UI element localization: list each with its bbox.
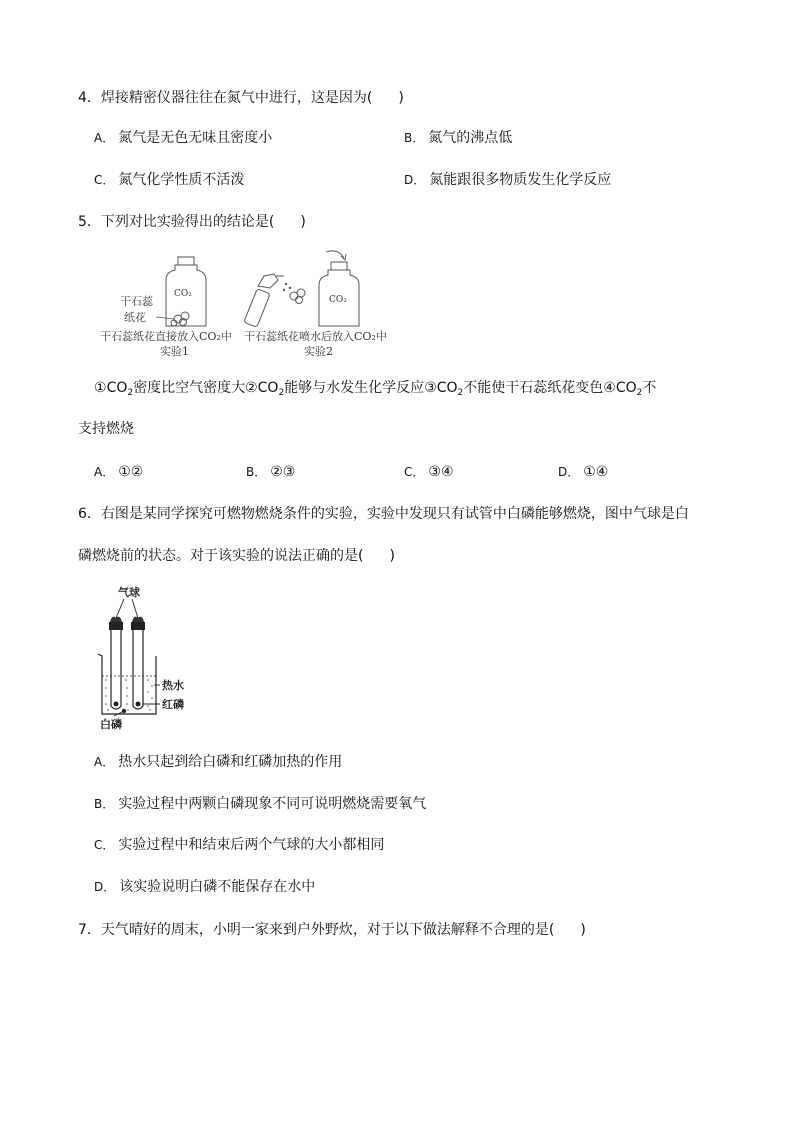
question-5-text: 5．下列对比实验得出的结论是( [78, 214, 275, 230]
co2-text: CO [436, 380, 458, 396]
option-letter: B． [404, 131, 425, 145]
white-phosphorus-label: 白磷 [100, 718, 122, 731]
q4-option-b[interactable] [404, 129, 512, 147]
q6-option-d[interactable] [94, 878, 315, 896]
q6-option-b[interactable] [94, 795, 426, 813]
q5-statements-line2: 支持燃烧 [78, 421, 134, 437]
co2-text: CO [257, 380, 279, 396]
option-text: 该实验说明白磷不能保存在水中 [119, 879, 316, 895]
option-letter: D． [404, 173, 426, 187]
hot-water-label: 热水 [162, 679, 184, 692]
exp2-name: 实验2 [304, 345, 333, 358]
option-text: ①② [118, 464, 144, 480]
balloon-leader-left [116, 599, 124, 618]
exp1-caption: 干石蕊纸花直接放入CO₂中 [100, 330, 232, 343]
exp2-bottle [319, 262, 359, 326]
combustion-condition-figure [94, 582, 206, 734]
question-6-close-paren: ) [389, 548, 395, 564]
exp2-caption: 干石蕊纸花喷水后放入CO₂中 [244, 330, 387, 343]
option-text: 氮气化学性质不活泼 [118, 172, 245, 188]
red-phosphorus-label: 红磷 [162, 698, 184, 711]
q5-option-b[interactable] [246, 463, 295, 481]
question-6-stem-line2 [78, 547, 395, 565]
wet-paper-flower-icon [290, 289, 305, 304]
question-5-close-paren: ) [300, 214, 306, 230]
option-letter: B． [94, 797, 115, 811]
exp1-bottle [166, 257, 206, 326]
option-letter: C． [404, 465, 425, 479]
white-phosphorus-in-tube [114, 702, 119, 707]
statement-1-text: 密度比空气密度大 [133, 380, 246, 396]
statement-4-number: ④ [603, 380, 616, 396]
q6-option-c[interactable] [94, 836, 384, 854]
exp1-label-leader [156, 317, 174, 319]
red-phosphorus-in-tube [136, 702, 141, 707]
co2-subscript: 2 [457, 388, 464, 398]
question-4-text: 4．焊接精密仪器往往在氮气中进行，这是因为( [78, 90, 373, 106]
q6-option-a[interactable] [94, 753, 342, 771]
option-letter: D． [94, 880, 116, 894]
co2-text: CO [615, 380, 637, 396]
right-stopper [131, 622, 145, 630]
statement-3-text: 不能使干石蕊纸花变色 [463, 380, 604, 396]
left-stopper [109, 622, 123, 630]
spray-droplets-icon [283, 283, 291, 291]
q5-option-a[interactable] [94, 463, 143, 481]
question-4-stem [78, 89, 404, 107]
q4-option-c[interactable] [94, 171, 244, 189]
option-text: ②③ [270, 464, 296, 480]
spray-bottle-icon [244, 274, 284, 327]
statement-4-text: 不 [642, 380, 657, 396]
exp1-bottle-label: CO₂ [174, 289, 192, 299]
q4-option-d[interactable] [404, 171, 611, 189]
option-letter: A． [94, 755, 115, 769]
co2-subscript: 2 [127, 388, 134, 398]
option-letter: B． [246, 465, 267, 479]
co2-subscript: 2 [278, 388, 285, 398]
option-text: 实验过程中两颗白磷现象不同可说明燃烧需要氧气 [118, 796, 427, 812]
exp1-label-top: 干石蕊 [120, 295, 153, 308]
question-4-close-paren: ) [398, 90, 404, 106]
balloon-leader-right [132, 599, 138, 618]
question-6-stem-line1: 6．右图是某同学探究可燃物燃烧条件的实验，实验中发现只有试管中白磷能够燃烧，图中气球是白 [78, 506, 689, 522]
q5-statements-line1 [94, 379, 656, 397]
option-letter: C． [94, 838, 115, 852]
co2-litmus-experiment-figure [98, 246, 410, 360]
co2-subscript: 2 [636, 388, 643, 398]
option-text: 热水只起到给白磷和红磷加热的作用 [118, 754, 343, 770]
statement-2-text: 能够与水发生化学反应 [284, 380, 425, 396]
balloon-label: 气球 [118, 586, 140, 599]
statement-1-number: ① [94, 380, 107, 396]
question-6-text: 磷燃烧前的状态。对于该实验的说法正确的是( [78, 548, 364, 564]
option-text: 氮气的沸点低 [428, 130, 513, 146]
exp2-bottle-label: CO₂ [329, 295, 347, 305]
hot-water-pattern [105, 679, 153, 711]
q4-option-a[interactable] [94, 129, 272, 147]
option-text: 氮气是无色无味且密度小 [118, 130, 273, 146]
option-letter: A． [94, 465, 115, 479]
q5-option-d[interactable] [558, 463, 608, 481]
option-text: ③④ [428, 464, 454, 480]
question-7-close-paren: ) [580, 922, 586, 938]
option-text: ①④ [583, 464, 609, 480]
statement-3-number: ③ [424, 380, 437, 396]
white-phosphorus-in-water [122, 709, 126, 713]
q5-option-c[interactable] [404, 463, 454, 481]
question-7-stem [78, 921, 586, 939]
option-text: 氮能跟很多物质发生化学反应 [429, 172, 612, 188]
option-letter: C． [94, 173, 115, 187]
option-text: 实验过程中和结束后两个气球的大小都相同 [118, 837, 385, 853]
option-letter: A． [94, 131, 115, 145]
left-test-tube [111, 630, 121, 709]
statement-2-number: ② [245, 380, 258, 396]
right-test-tube [133, 630, 143, 709]
beaker [98, 654, 156, 714]
exp1-name: 实验1 [160, 345, 189, 358]
option-letter: D． [558, 465, 580, 479]
question-5-stem [78, 213, 306, 231]
question-7-text: 7．天气晴好的周末，小明一家来到户外野炊，对于以下做法解释不合理的是( [78, 922, 555, 938]
exp1-label-bottom: 纸花 [124, 311, 146, 324]
co2-text: CO [106, 380, 128, 396]
